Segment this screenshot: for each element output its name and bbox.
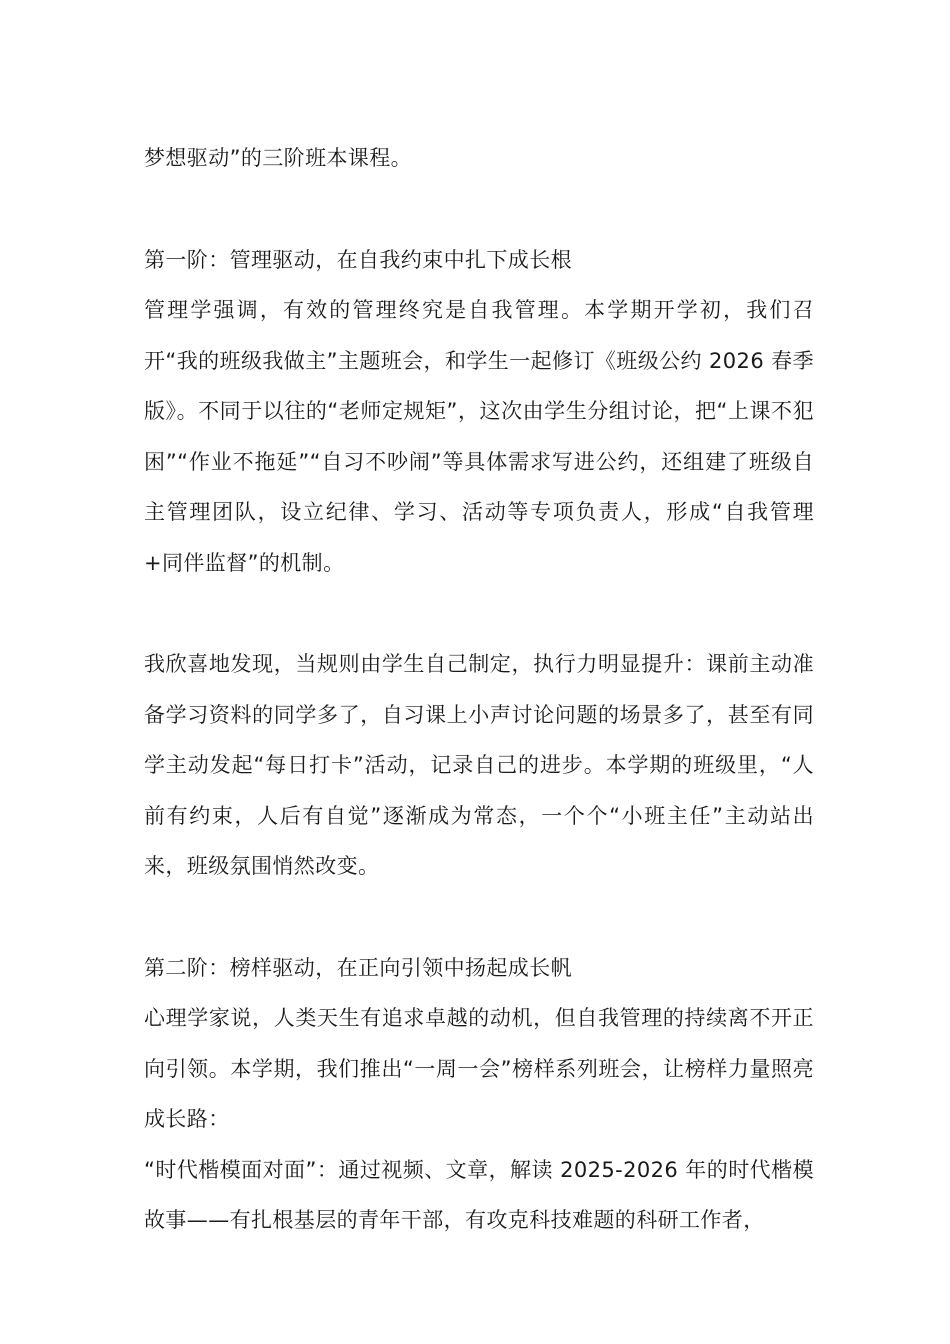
paragraph-observation: 我欣喜地发现，当规则由学生自己制定，执行力明显提升：课前主动准备学习资料的同学多了，自习课上小声讨论问题的场景多了，甚至有同学主动发起“每日打卡”活动，记录自己的进步。本学期的班级里，“人前有约束，人后有自觉”逐渐成为常态，一个个“小班主任”主动站出来，班级氛围悄然改变。 (144, 652, 814, 878)
paragraph-management: 管理学强调，有效的管理终究是自我管理。本学期开学初，我们召开“我的班级我做主”主题班会，和学生一起修订《班级公约 2026 春季版》。不同于以往的“老师定规矩”，这次由学生分组讨论，把“上课不犯困”“作业不拖延”“自习不吵闹”等具体需求写进公约，还组建了班级自主管理团队，设立纪律、学习、活动等专项负责人，形成“自我管理+同伴监督”的机制。 (144, 298, 814, 575)
document-body (144, 133, 814, 1246)
paragraph-continuation: 梦想驱动”的三阶班本课程。 (144, 146, 413, 170)
paragraph-era-models: “时代楷模面对面”：通过视频、文章，解读 2025-2026 年的时代楷模故事——有扎根基层的青年干部，有攻克科技难题的科研工作者， (144, 1157, 814, 1232)
paragraph-role-models: 心理学家说，人类天生有追求卓越的动机，但自我管理的持续离不开正向引领。本学期，我们推出“一周一会”榜样系列班会，让榜样力量照亮成长路： (144, 1006, 814, 1131)
section-heading-stage-two: 第二阶：榜样驱动，在正向引领中扬起成长帆 (144, 955, 572, 980)
section-heading-stage-one: 第一阶：管理驱动，在自我约束中扎下成长根 (144, 247, 572, 272)
